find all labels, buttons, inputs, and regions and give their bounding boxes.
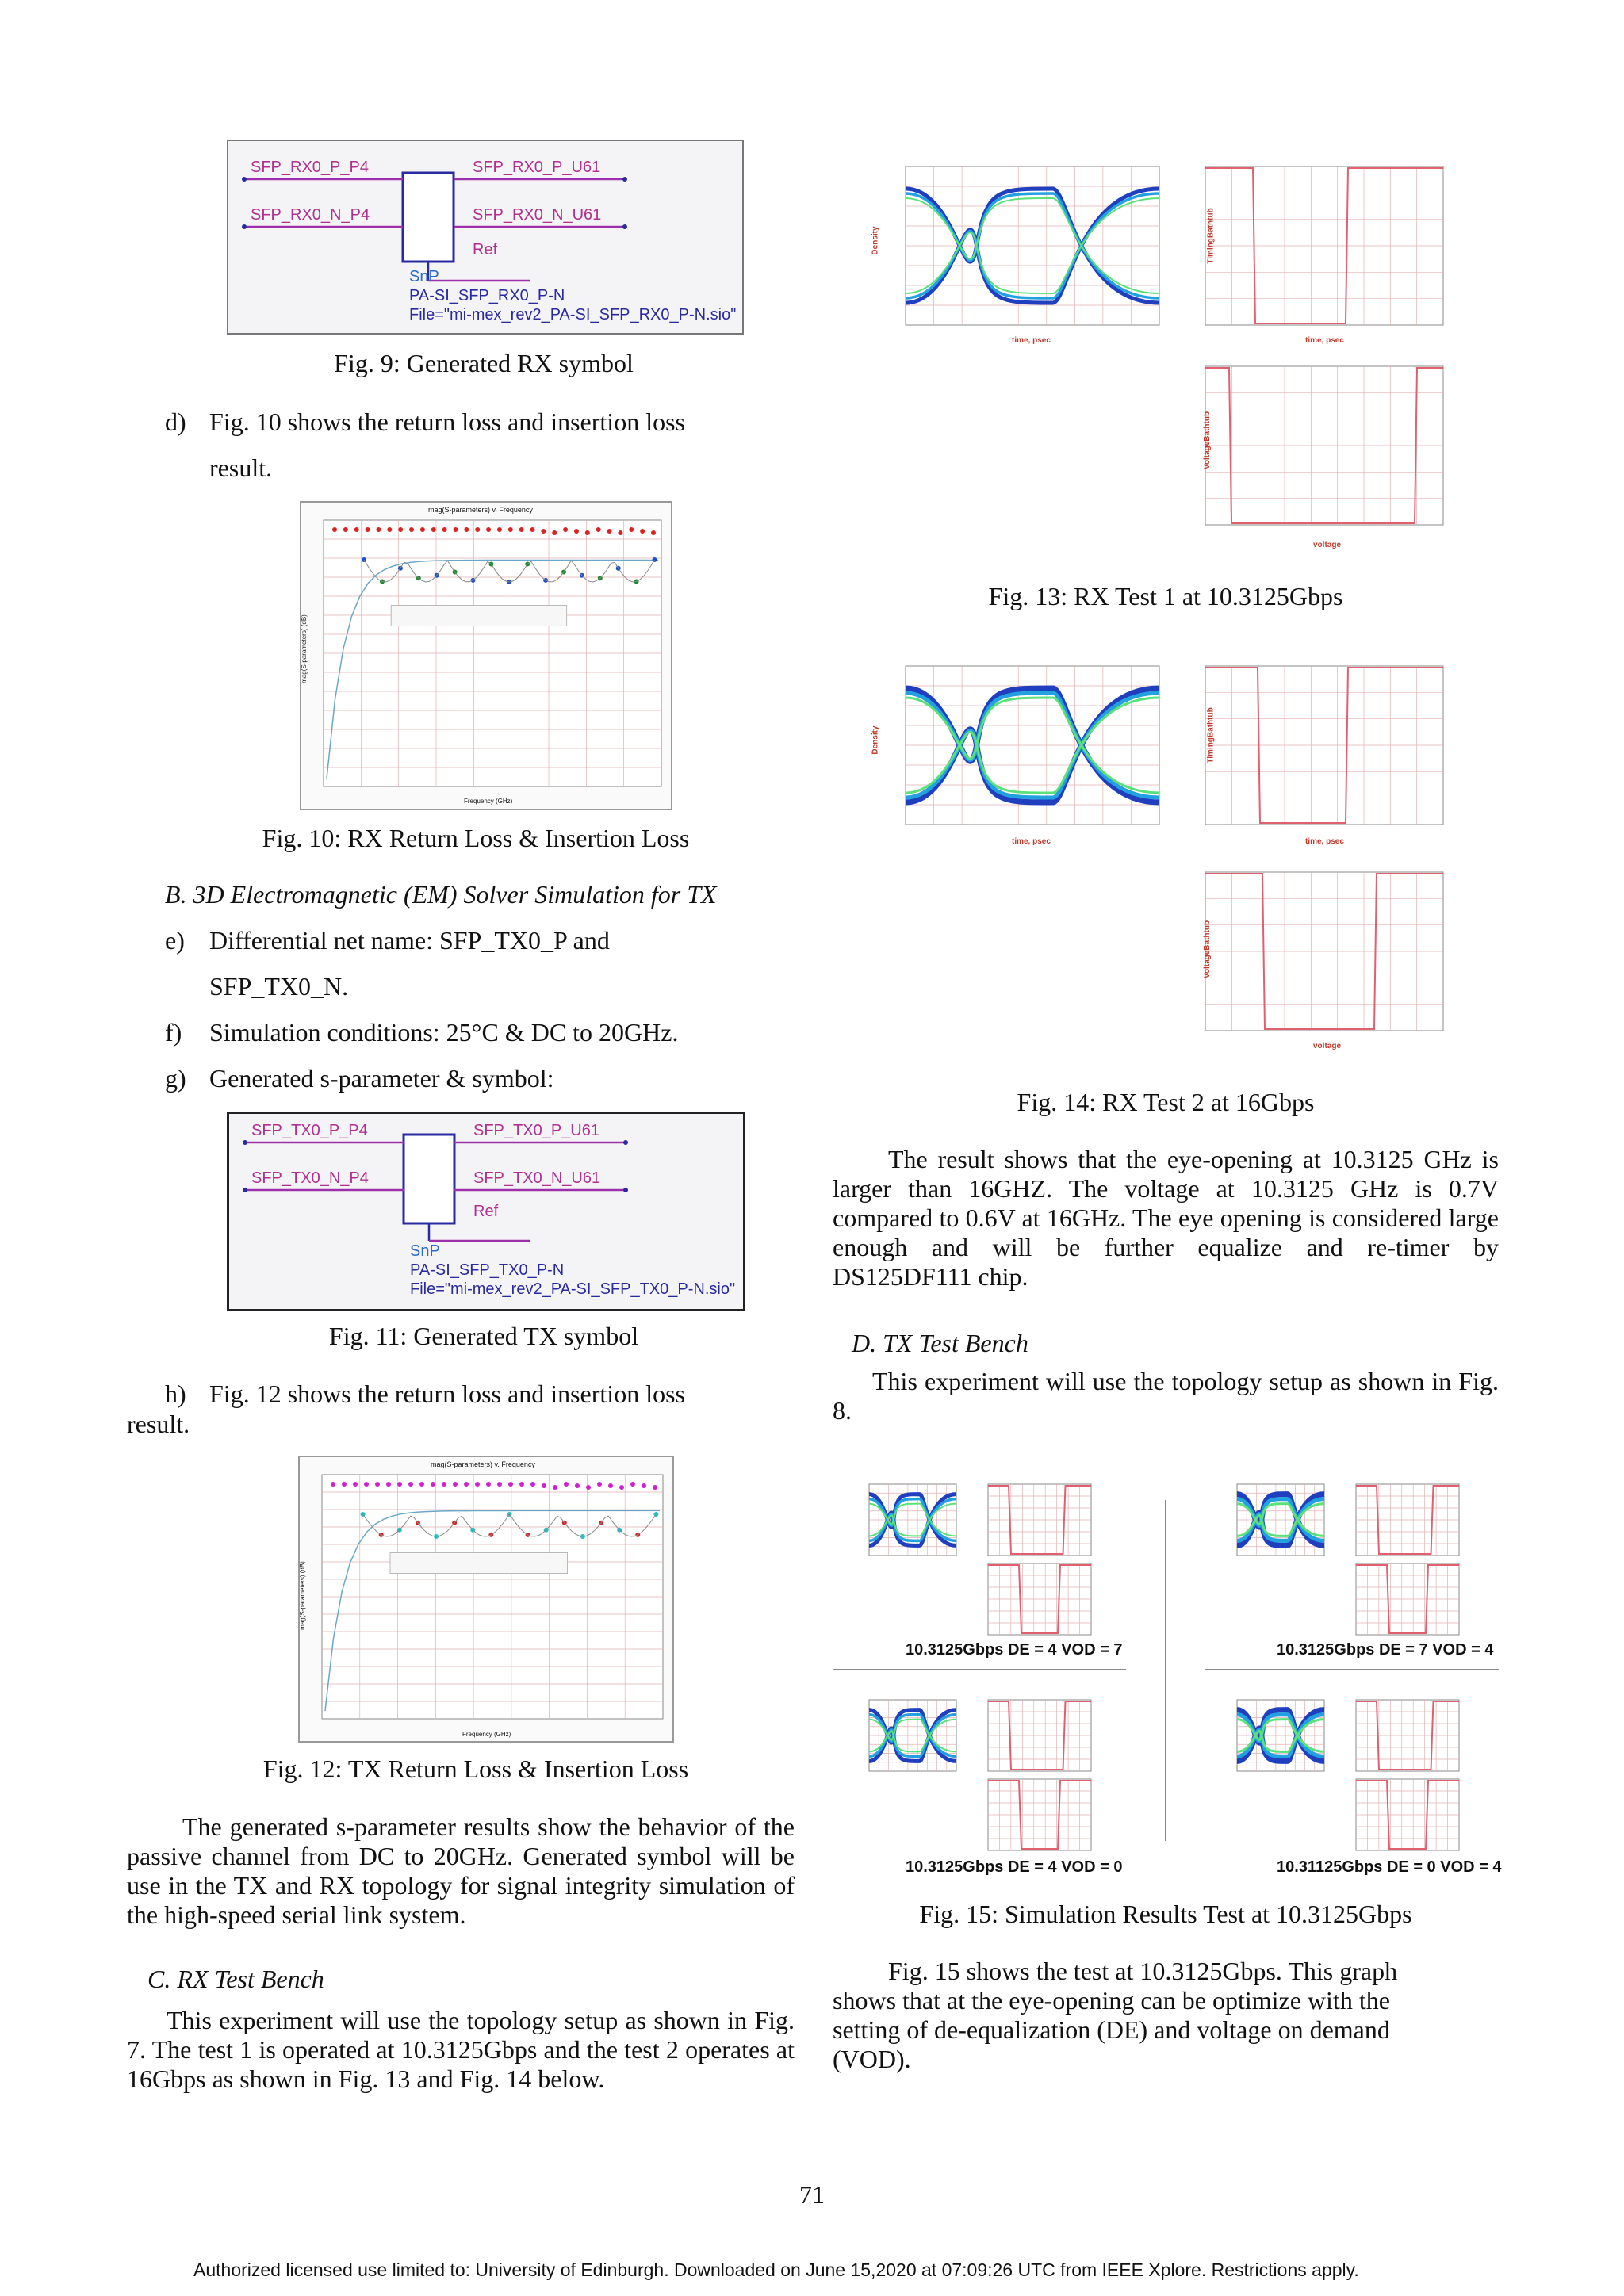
fig12svg-s21-dot xyxy=(519,1482,524,1487)
fig11-line-snp: SnP xyxy=(410,1242,440,1260)
fig10svg-s21-dot xyxy=(431,527,436,532)
fig11-line-file: File="mi-mex_rev2_PA-SI_SFP_TX0_P-N.sio" xyxy=(410,1280,736,1298)
fig14-vbath-xlabel: voltage xyxy=(1313,1042,1342,1050)
item-g-text: Generated s-parameter & symbol: xyxy=(209,1064,554,1093)
fig11-caption: Fig. 11: Generated TX symbol xyxy=(328,1322,639,1350)
fig12svg-s21-dot xyxy=(575,1483,580,1488)
fig9-pin-n-u61: SFP_RX0_N_U61 xyxy=(473,206,602,224)
item-h-marker: h) xyxy=(165,1380,186,1408)
fig12svg-s21-dot xyxy=(475,1482,480,1487)
fig15-chart xyxy=(833,1476,1499,1888)
fig10svg-s21-dot xyxy=(366,527,370,532)
fig12svg-s21-dot xyxy=(586,1485,591,1490)
fig13-eye-ylabel: Density xyxy=(871,226,880,255)
item-f-text: Simulation conditions: 25°C & DC to 20GHz. xyxy=(209,1018,679,1047)
fig12-plot xyxy=(298,1456,674,1743)
fig12svg-s21-dot xyxy=(353,1482,358,1487)
fig10svg-s21-dot xyxy=(585,530,590,535)
fig10svg-s21-dot xyxy=(651,530,656,535)
fig13-bath-xlabel: time, psec xyxy=(1305,336,1344,345)
fig15-label-3: 10.3125Gbps DE = 4 VOD = 0 xyxy=(906,1858,1123,1876)
page-number: 71 xyxy=(799,2180,825,2209)
item-e-marker: e) xyxy=(165,926,185,955)
fig10svg-s21-dot xyxy=(409,527,414,532)
para-rx-test-bench-text: This experiment will use the topology setup as shown in Fig. 7. The test 1 is operated at 10.3125Gbps and the test 2 operates at 16Gbps as shown in Fig. 13 and Fig. 14 below. xyxy=(127,2006,795,2093)
fig12-ylabel: mag(S-parameters) (dB) xyxy=(298,1561,306,1630)
fig10svg-legend-box xyxy=(391,606,567,626)
fig9-line-file: File="mi-mex_rev2_PA-SI_SFP_RX0_P-N.sio" xyxy=(409,306,737,323)
item-h-text: Fig. 12 shows the return loss and insertion loss xyxy=(209,1380,685,1408)
para-tx-test-bench-text: This experiment will use the topology setup as shown in Fig. 8. xyxy=(833,1367,1499,1425)
fig12svg-s21-dot xyxy=(453,1482,458,1487)
para-eye-opening-result-text: The result shows that the eye-opening at 10.3125 GHz is larger than 16GHZ. The voltage at 10.3125 GHz is 0.7V compared to 0.6V at 16GHz. The eye opening is considered large enough and will be further equalize and re-timer by DS125DF111 chip. xyxy=(833,1145,1499,1291)
footer-license: Authorized licensed use limited to: University of Edinburgh. Downloaded on June 15,2020 at 07:09:26 UTC from IEEE Xplore. Restrictions apply. xyxy=(193,2260,1359,2280)
fig14-bath-xlabel: time, psec xyxy=(1305,837,1344,846)
item-d-marker: d) xyxy=(165,408,186,436)
fig11-pin-n-p4: SFP_TX0_N_P4 xyxy=(251,1169,369,1187)
fig10svg-s21-dot xyxy=(453,527,458,532)
fig12svg-s21-dot xyxy=(486,1482,491,1487)
fig13-chart xyxy=(869,159,1456,539)
fig9-pin-n-p4: SFP_RX0_N_P4 xyxy=(251,206,370,224)
fig11-symbol xyxy=(227,1112,745,1311)
fig12-caption: Fig. 12: TX Return Loss & Insertion Loss xyxy=(262,1755,689,1783)
fig10svg-s21-dot xyxy=(596,527,601,532)
fig12svg-s21-dot xyxy=(553,1485,557,1490)
fig13-vbath-ylabel: VoltageBathtub xyxy=(1203,411,1212,470)
fig10svg-s21-dot xyxy=(420,527,425,532)
fig10svg-s21-dot xyxy=(519,527,524,532)
fig10svg-s21-dot xyxy=(552,530,557,535)
fig10svg-s21-dot xyxy=(475,527,480,532)
fig15-label-1: 10.3125Gbps DE = 4 VOD = 7 xyxy=(906,1641,1123,1659)
fig10svg-s21-dot xyxy=(563,527,568,532)
fig10-caption: Fig. 10: RX Return Loss & Insertion Loss xyxy=(262,824,690,852)
fig14-figure xyxy=(869,658,1456,1054)
fig10svg-s21-dot xyxy=(497,527,502,532)
fig12svg-s21-dot xyxy=(619,1485,624,1490)
fig11-pin-p-u61: SFP_TX0_P_U61 xyxy=(473,1122,599,1139)
fig10svg-s21-dot xyxy=(486,527,491,532)
para-tx-test-bench xyxy=(833,1367,1499,1425)
fig10svg-s21-dot xyxy=(354,527,359,532)
section-c-heading: C. RX Test Bench xyxy=(147,1965,324,1993)
fig14-chart xyxy=(869,658,1456,1054)
fig12svg-s21-dot xyxy=(408,1482,413,1487)
fig12svg-s21-dot xyxy=(397,1482,402,1487)
fig11-pin-p-p4: SFP_TX0_P_P4 xyxy=(251,1122,368,1139)
fig12svg-s21-dot xyxy=(497,1482,502,1487)
fig9-pin-p-p4: SFP_RX0_P_P4 xyxy=(251,159,369,176)
fig10svg-s21-dot xyxy=(607,529,612,534)
fig10-ylabel: mag(S-parameters) (dB) xyxy=(300,614,308,683)
fig9-line-snp: SnP xyxy=(409,268,439,285)
fig10-plot-title: mag(S-parameters) v. Frequency xyxy=(428,506,533,514)
fig10svg-s21-dot xyxy=(376,527,381,532)
fig12-chart xyxy=(300,1457,672,1741)
item-g-marker: g) xyxy=(165,1064,186,1093)
fig12-xlabel: Frequency (GHz) xyxy=(462,1731,511,1738)
fig14-vbath-ylabel: VoltageBathtub xyxy=(1203,920,1212,979)
para-fig15-discussion xyxy=(833,1957,1443,2074)
fig11-pin-n-u61: SFP_TX0_N_U61 xyxy=(473,1169,601,1187)
fig10svg-s21-dot xyxy=(387,527,392,532)
fig10-chart xyxy=(301,503,671,809)
fig12svg-s21-dot xyxy=(630,1482,635,1487)
fig12svg-s21-dot xyxy=(364,1482,369,1487)
fig10svg-s21-dot xyxy=(618,530,622,535)
fig10svg-s21-dot xyxy=(629,527,634,532)
fig12svg-s21-dot xyxy=(431,1482,435,1487)
fig12svg-s21-dot xyxy=(342,1482,347,1487)
fig14-eye-ylabel: Density xyxy=(871,725,880,755)
fig10svg-s21-dot xyxy=(574,529,579,534)
fig13-vbath-xlabel: voltage xyxy=(1313,541,1342,549)
fig13-eye-xlabel: time, psec xyxy=(1012,336,1051,345)
fig15-label-2: 10.3125Gbps DE = 7 VOD = 4 xyxy=(1277,1641,1494,1659)
fig12svg-s21-dot xyxy=(464,1482,469,1487)
fig10svg-s21-dot xyxy=(640,529,645,534)
fig12svg-s21-dot xyxy=(386,1482,391,1487)
fig12-plot-title: mag(S-parameters) v. Frequency xyxy=(431,1460,535,1468)
fig10svg-s21-dot xyxy=(541,529,546,534)
fig9-line-name: PA-SI_SFP_RX0_P-N xyxy=(409,287,565,304)
fig13-caption: Fig. 13: RX Test 1 at 10.3125Gbps xyxy=(988,582,1343,610)
fig9-symbol xyxy=(227,140,744,335)
item-h-text-cont: result. xyxy=(127,1410,190,1438)
fig11-ref: Ref xyxy=(473,1203,499,1220)
fig12svg-s21-dot xyxy=(442,1482,446,1487)
para-sparameter-results xyxy=(127,1812,795,1930)
item-d-text: Fig. 10 shows the return loss and insertion loss xyxy=(209,408,685,436)
para-rx-test-bench xyxy=(127,2006,795,2094)
fig12svg-s21-dot xyxy=(375,1482,380,1487)
item-e-text: Differential net name: SFP_TX0_P and xyxy=(209,926,610,955)
fig15-caption: Fig. 15: Simulation Results Test at 10.3125Gbps xyxy=(919,1900,1412,1928)
fig12svg-s21-dot xyxy=(331,1482,335,1487)
fig12svg-s11-dot xyxy=(653,1512,658,1517)
fig10svg-s21-dot xyxy=(332,527,337,532)
section-d-heading: D. TX Test Bench xyxy=(852,1329,1028,1357)
fig10svg-s21-dot xyxy=(442,527,447,532)
fig14-eye-xlabel: time, psec xyxy=(1012,837,1051,846)
fig15-label-4: 10.31125Gbps DE = 0 VOD = 4 xyxy=(1277,1858,1502,1876)
fig12svg-s21-dot xyxy=(653,1485,657,1490)
fig12svg-s21-dot xyxy=(508,1482,513,1487)
para-sparameter-results-text: The generated s-parameter results show the behavior of the passive channel from DC to 20GHz. Generated symbol will be use in the TX and RX topology for signal integrity simulation of the high-speed serial link system. xyxy=(127,1812,795,1929)
fig9-caption: Fig. 9: Generated RX symbol xyxy=(334,349,634,377)
fig10svg-s21-dot xyxy=(508,527,513,532)
fig10svg-s21-dot xyxy=(398,527,403,532)
fig10svg-s21-dot xyxy=(343,527,348,532)
fig13-bath-ylabel: TimingBathtub xyxy=(1206,208,1216,264)
fig9-ref: Ref xyxy=(473,241,498,258)
fig9-pin-p-u61: SFP_RX0_P_U61 xyxy=(473,159,601,176)
section-b-heading: B. 3D Electromagnetic (EM) Solver Simulation for TX xyxy=(165,880,717,909)
fig10-plot xyxy=(300,501,672,810)
para-fig15-discussion-text: Fig. 15 shows the test at 10.3125Gbps. This graph shows that at the eye-opening can be optimize with the setting of de-equalization (DE) and voltage on demand (VOD). xyxy=(833,1957,1398,2073)
para-eye-opening-result xyxy=(833,1145,1499,1292)
fig12svg-s21-dot xyxy=(597,1482,602,1487)
fig14-caption: Fig. 14: RX Test 2 at 16Gbps xyxy=(1017,1088,1315,1116)
fig10svg-s21-dot xyxy=(530,527,535,532)
item-f-marker: f) xyxy=(165,1018,182,1047)
fig10svg-s21-dot xyxy=(464,527,469,532)
fig13-figure xyxy=(869,159,1456,549)
fig12svg-s21-dot xyxy=(542,1483,546,1488)
item-e-text-cont: SFP_TX0_N. xyxy=(209,972,349,1001)
fig11-line-name: PA-SI_SFP_TX0_P-N xyxy=(410,1261,565,1279)
fig14-bath-ylabel: TimingBathtub xyxy=(1206,707,1216,763)
fig12svg-s21-dot xyxy=(608,1483,613,1488)
fig10-xlabel: Frequency (GHz) xyxy=(464,798,513,805)
fig12svg-s21-dot xyxy=(642,1483,646,1488)
fig12svg-s21-dot xyxy=(564,1482,569,1487)
item-d-text-cont: result. xyxy=(209,453,273,482)
fig15-figure xyxy=(833,1476,1502,1888)
fig12svg-s21-dot xyxy=(530,1482,535,1487)
fig12svg-legend-box xyxy=(390,1553,568,1574)
fig12svg-s21-dot xyxy=(419,1482,424,1487)
